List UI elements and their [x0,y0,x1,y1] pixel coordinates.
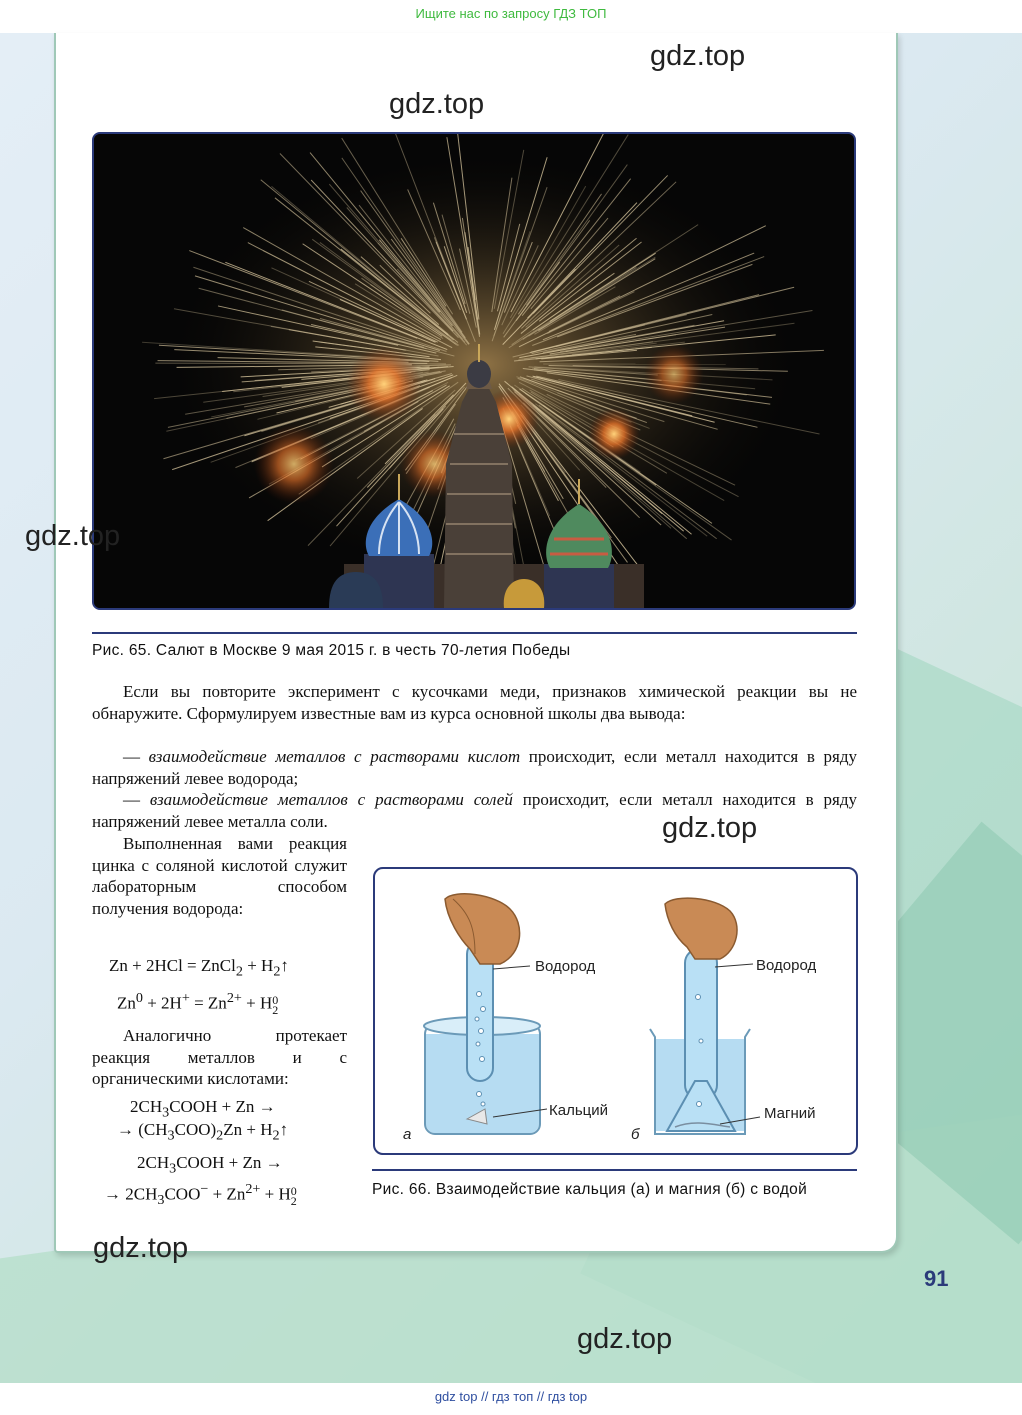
figure66-illustration [373,867,858,1155]
label-calcium: Кальций [549,1102,608,1119]
point2-dash: — [123,790,150,809]
equation-5: $2CH_3COOH + Zn$ → [137,1153,283,1177]
paragraph-point1 [92,746,857,789]
figure65-rule [92,632,857,634]
point1-italic: взаимодействие металлов с растворами кислот [148,747,521,766]
watermark-5: gdz.top [93,1232,189,1264]
equation-2: $Zn^0 + 2H^+ = Zn^{2+} + H$ 0 2 [117,990,279,1017]
intro-text: Если вы повторите эксперимент с кусочками меди, признаков химической реакции вы не обнаружите. Сформулируем известные вам из курса основной школы два вывода: [92,682,857,723]
figure65-caption: Рис. 65. Салют в Москве 9 мая 2015 г. в честь 70-летия Победы [92,642,571,659]
watermark-6: gdz.top [577,1323,673,1355]
watermark-2: gdz.top [389,88,485,120]
zinc-text: Выполненная вами реакция цинка с соляной кислотой служит лабораторным способом получения водорода: [92,834,347,918]
equation-1: Zn + 2HCl = ZnCl$_2$ + $H_2↑$ [109,956,289,980]
figure66-caption: Рис. 66. Взаимодействие кальция (а) и магния (б) с водой [372,1181,808,1198]
figure66-rule [372,1169,857,1171]
point2-rest: происходит, если металл находится в ряду напряжений левее металла соли. [92,790,858,831]
page-number: 91 [924,1266,949,1291]
letter-a: а [403,1126,412,1143]
equation-6: → $2CH_3COO^- + Zn^{2+} + H$ 0 2 [104,1181,297,1209]
label-hydrogen-b: Водород [756,957,817,974]
equation-3: $2CH_3COOH + Zn$ → [130,1097,276,1121]
label-hydrogen-a: Водород [535,958,596,975]
label-magnesium: Магний [764,1105,816,1122]
watermark-1: gdz.top [650,40,746,72]
analog-text: Аналогично протекает реакция металлов и с органическими кислотами: [92,1026,347,1088]
point1-dash: — [123,747,149,766]
watermark-3: gdz.top [25,520,121,552]
bottom-note: gdz top // гдз топ // гдз top [434,1389,588,1404]
paragraph-intro [92,681,857,724]
point1-rest: происходит, если металл находится в ряду напряжений левее водорода; [92,747,857,788]
paragraph-zinc [92,833,347,919]
fireworks-photo [92,132,856,610]
watermark-4: gdz.top [662,812,758,844]
equation-4: → $(CH_3COO)_2Zn$ + $H_2↑$ [117,1120,289,1144]
top-search-note: Ищите нас по запросу ГДЗ ТОП [415,6,607,21]
paragraph-analog [92,1025,347,1090]
letter-b: б [631,1126,640,1143]
point2-italic: взаимодействие металлов с растворами солей [149,790,513,809]
